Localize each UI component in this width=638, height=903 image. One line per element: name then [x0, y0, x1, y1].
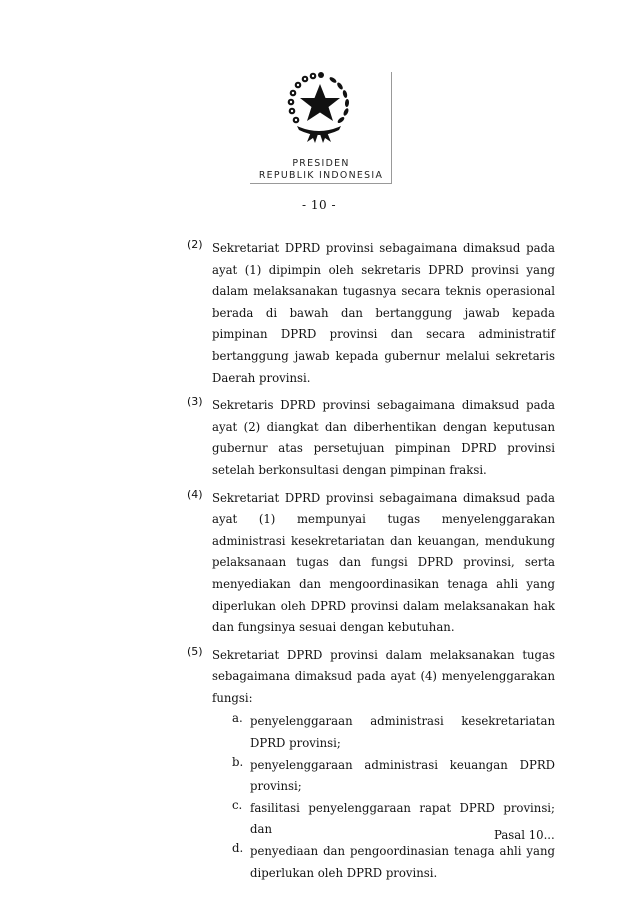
paragraph-number: (3)	[187, 395, 203, 409]
list-item	[232, 841, 555, 884]
garuda-emblem-icon	[283, 70, 355, 150]
list-item-letter: c.	[232, 797, 243, 812]
list-item-text: fasilitasi penyelenggaraan rapat DPRD provinsi; dan	[250, 800, 555, 837]
next-page-reference: Pasal 10...	[494, 828, 555, 842]
list-item-text: penyelenggaraan administrasi kesekretariatan DPRD provinsi;	[250, 714, 555, 751]
function-list	[232, 711, 555, 884]
paragraph-text: Sekretariat DPRD provinsi sebagaimana dimaksud pada ayat (1) mempunyai tugas menyelenggarakan administrasi kesekretariatan dan keuangan, mendukung pelaksanaan tugas dan fungsi DPRD provinsi, serta menyediakan dan mengoordinasikan tenaga ahli yang diperlukan oleh DPRD provinsi dalam melaksanakan hak dan fungsinya sesuai dengan kebutuhan.	[212, 490, 555, 635]
paragraph-number: (2)	[187, 238, 203, 251]
paragraph-number: (4)	[187, 487, 203, 501]
list-item	[232, 711, 555, 754]
paragraph-text: Sekretariat DPRD provinsi dalam melaksanakan tugas sebagaimana dimaksud pada ayat (4) menyelenggarakan fungsi:	[212, 647, 555, 705]
page-number: - 10 -	[301, 198, 336, 212]
list-item	[232, 755, 555, 798]
header-underline	[250, 183, 392, 184]
paragraph-4	[187, 488, 555, 639]
list-item-letter: d.	[232, 841, 244, 856]
header-line-1: PRESIDEN	[292, 158, 350, 169]
list-item-letter: a.	[232, 711, 243, 726]
document-body	[187, 238, 555, 890]
paragraph-3	[187, 395, 555, 481]
paragraph-5	[187, 645, 555, 885]
paragraph-text: Sekretariat DPRD provinsi sebagaimana dimaksud pada ayat (1) dipimpin oleh sekretaris DPRD provinsi yang dalam melaksanakan tugasnya secara teknis operasional berada di bawah dan bertanggung jawab kepada pimpinan DPRD provinsi dan secara administratif bertanggung jawab kepada gubernur melalui sekretaris Daerah provinsi.	[212, 241, 555, 385]
paragraph-2	[187, 238, 555, 389]
header-line-2: REPUBLIK INDONESIA	[258, 170, 384, 181]
list-item-text: penyelenggaraan administrasi keuangan DPRD provinsi;	[250, 757, 555, 794]
list-item-text: penyediaan dan pengoordinasian tenaga ahli yang diperlukan oleh DPRD provinsi.	[250, 844, 555, 880]
paragraph-number: (5)	[187, 644, 203, 658]
list-item-letter: b.	[232, 754, 244, 769]
paragraph-text: Sekretaris DPRD provinsi sebagaimana dimaksud pada ayat (2) diangkat dan diberhentikan dengan keputusan gubernur atas persetujuan pimpinan DPRD provinsi setelah berkonsultasi dengan pimpinan fraksi.	[212, 398, 555, 477]
header-title	[250, 158, 392, 182]
